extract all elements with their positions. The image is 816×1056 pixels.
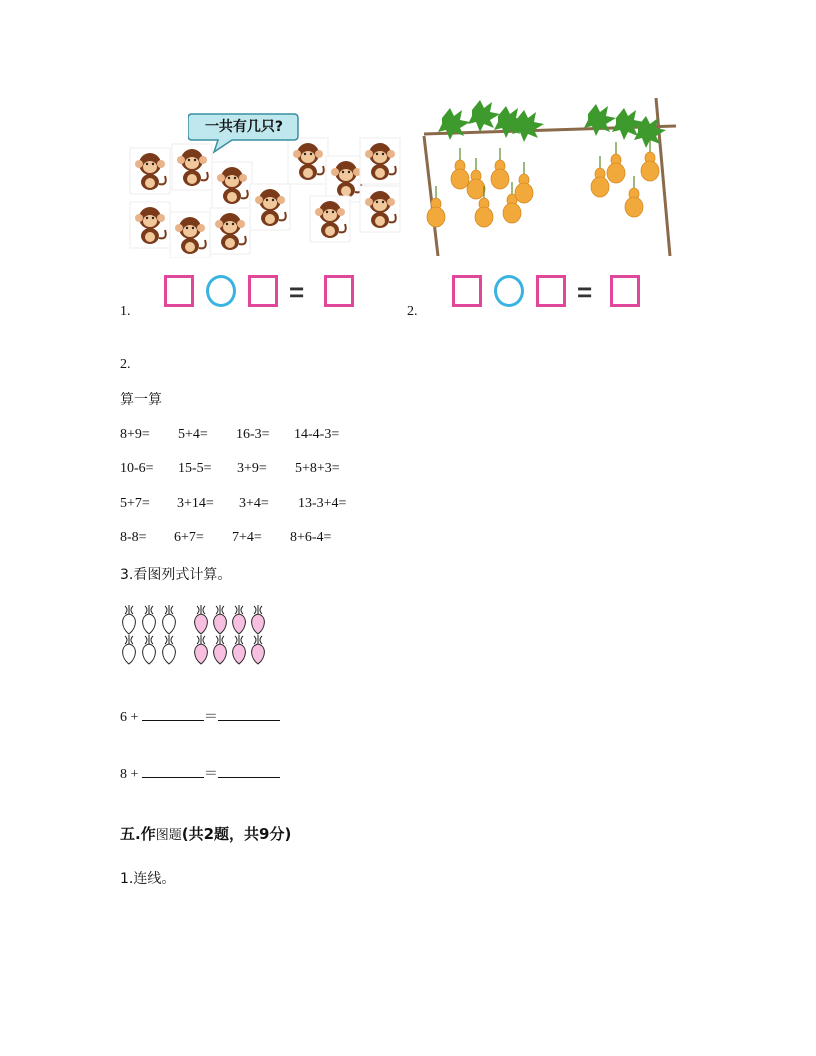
speech-bubble bbox=[188, 112, 298, 140]
gourd-figure bbox=[420, 96, 680, 256]
picture-section-title: 3.看图列式计算。 bbox=[120, 567, 232, 583]
arithmetic-problem: 10-6= bbox=[120, 461, 154, 476]
section-five-title-a: 五.作 bbox=[120, 825, 156, 843]
operator-circle[interactable] bbox=[494, 275, 524, 307]
equals-sign: ＝ bbox=[203, 767, 218, 782]
radish-group-illustration bbox=[120, 602, 280, 668]
arithmetic-problem: 3+14= bbox=[177, 496, 214, 511]
arithmetic-problem: 8+6-4= bbox=[290, 530, 332, 545]
answer-blank[interactable] bbox=[218, 706, 280, 721]
answer-blank[interactable] bbox=[142, 763, 204, 778]
answer-box[interactable] bbox=[248, 275, 278, 307]
section-five-title-c: (共2题，共9分) bbox=[181, 825, 292, 843]
connect-question: 1.连线。 bbox=[120, 871, 176, 887]
equals-sign: ＝ bbox=[203, 710, 218, 725]
question-2-marker: 2. bbox=[120, 357, 131, 372]
arithmetic-problem: 6+7= bbox=[174, 530, 204, 545]
answer-box[interactable] bbox=[452, 275, 482, 307]
arithmetic-problem: 5+8+3= bbox=[295, 461, 340, 476]
arithmetic-problem: 15-5= bbox=[178, 461, 212, 476]
arithmetic-row-3 bbox=[120, 496, 346, 512]
arithmetic-problem: 14-4-3= bbox=[294, 427, 340, 442]
equals-sign: = bbox=[289, 277, 305, 307]
picture-equation-2 bbox=[120, 763, 280, 784]
arithmetic-row-1 bbox=[120, 427, 339, 443]
arithmetic-problem: 3+4= bbox=[239, 496, 269, 511]
picture-equation-1 bbox=[120, 706, 280, 727]
operator-circle[interactable] bbox=[206, 275, 236, 307]
gourd-trellis-illustration bbox=[420, 96, 680, 256]
section-five-title-b: 图题 bbox=[155, 828, 182, 843]
figure2-number: 2. bbox=[407, 304, 418, 319]
calc-section-title: 算一算 bbox=[120, 392, 162, 408]
arithmetic-problem: 8-8= bbox=[120, 530, 147, 545]
arithmetic-problem: 8+9= bbox=[120, 427, 150, 442]
answer-blank[interactable] bbox=[142, 706, 204, 721]
equation-lead: 8 + bbox=[120, 767, 139, 782]
monkey-figure bbox=[128, 108, 404, 258]
answer-box[interactable] bbox=[610, 275, 640, 307]
equals-sign: = bbox=[577, 277, 593, 307]
equation-lead: 6 + bbox=[120, 710, 139, 725]
section-five-heading bbox=[120, 825, 291, 845]
arithmetic-row-4 bbox=[120, 530, 331, 546]
answer-blank[interactable] bbox=[218, 763, 280, 778]
arithmetic-problem: 7+4= bbox=[232, 530, 262, 545]
answer-box[interactable] bbox=[324, 275, 354, 307]
arithmetic-problem: 16-3= bbox=[236, 427, 270, 442]
answer-box[interactable] bbox=[536, 275, 566, 307]
figure1-number: 1. bbox=[120, 304, 131, 319]
arithmetic-problem: 3+9= bbox=[237, 461, 267, 476]
arithmetic-problem: 13-3+4= bbox=[298, 496, 347, 511]
answer-box[interactable] bbox=[164, 275, 194, 307]
arithmetic-row-2 bbox=[120, 461, 340, 477]
arithmetic-problem: 5+7= bbox=[120, 496, 150, 511]
speech-bubble-text: 一共有几只? bbox=[204, 119, 284, 135]
arithmetic-problem: 5+4= bbox=[178, 427, 208, 442]
radish-figure bbox=[120, 602, 280, 668]
